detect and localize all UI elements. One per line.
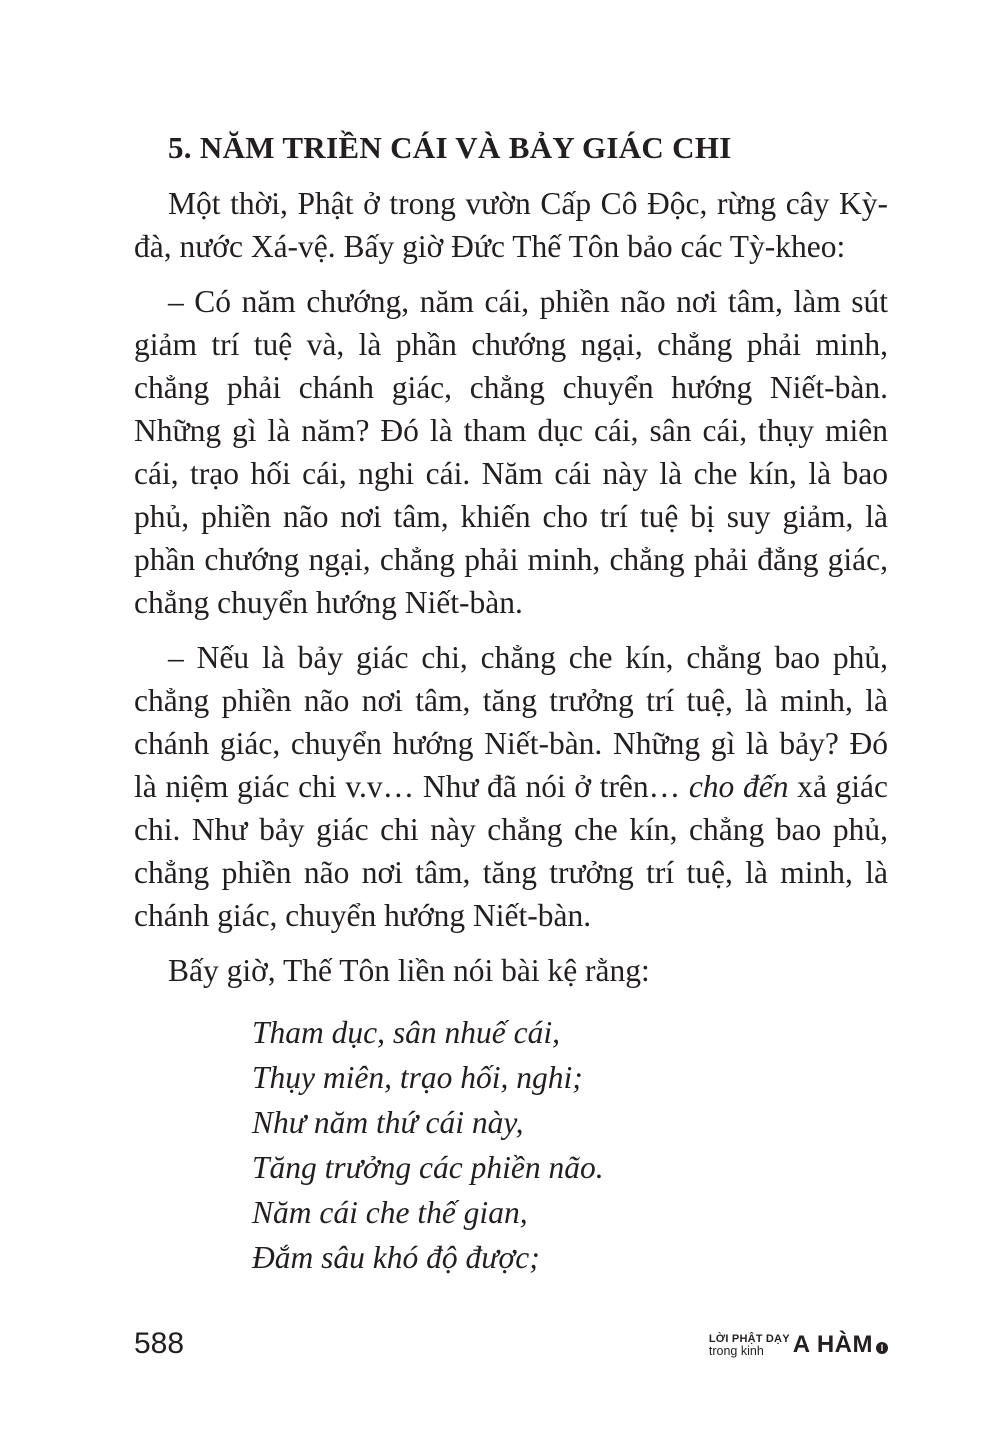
paragraph-seven-factors-part1: – Nếu là bảy giác chi, chẳng che kín, chẳng bao phủ, chẳng phiền não nơi tâm, tăng trưởng trí tuệ, là minh, là chánh giác, chuyển hướng Niết-bàn. Những gì là bảy? Đó là niệm giác chi v.v… Như đã nói ở trên…	[134, 640, 888, 804]
page-content	[134, 128, 888, 1280]
italic-phrase: cho đến	[688, 769, 789, 804]
verse-block	[252, 1010, 888, 1280]
section-heading: 5. NĂM TRIỀN CÁI VÀ BẢY GIÁC CHI	[168, 130, 732, 165]
paragraph-seven-factors	[134, 636, 888, 937]
paragraph-seven-factors-part2: xả giác chi. Như bảy giác chi này chẳng che kín, chẳng bao phủ, chẳng phiền não nơi tâm, tăng trưởng trí tuệ, là minh, là chánh giác, chuyển hướng Niết-bàn.	[134, 769, 888, 933]
verse-line: Thụy miên, trạo hối, nghi;	[252, 1060, 583, 1095]
verse-line: Đắm sâu khó độ được;	[252, 1240, 540, 1275]
book-logo	[709, 1332, 888, 1358]
paragraph-verse-intro: Bấy giờ, Thế Tôn liền nói bài kệ rằng:	[168, 953, 650, 988]
verse-line: Năm cái che thế gian,	[252, 1195, 528, 1230]
volume-badge: I	[876, 1342, 888, 1354]
verse-line: Tham dục, sân nhuế cái,	[252, 1015, 560, 1050]
logo-bottom-text: trong kinh	[708, 1344, 764, 1358]
logo-top-text: LỜI PHẬT DẠY	[708, 1333, 790, 1345]
page-number: 588	[134, 1327, 185, 1360]
paragraph-intro: Một thời, Phật ở trong vườn Cấp Cô Độc, rừng cây Kỳ-đà, nước Xá-vệ. Bấy giờ Đức Thế Tôn bảo các Tỳ-kheo:	[134, 186, 888, 264]
verse-line: Như năm thứ cái này,	[252, 1105, 524, 1140]
paragraph-five-hindrances: – Có năm chướng, năm cái, phiền não nơi tâm, làm sút giảm trí tuệ và, là phần chướng ngại, chẳng phải minh, chẳng phải chánh giác, chẳng chuyển hướng Niết-bàn. Những gì là năm? Đó là tham dục cái, sân cái, thụy miên cái, trạo hối cái, nghi cái. Năm cái này là che kín, là bao phủ, phiền não nơi tâm, khiến cho trí tuệ bị suy giảm, là phần chướng ngại, chẳng phải minh, chẳng phải đẳng giác, chẳng chuyển hướng Niết-bàn.	[134, 284, 888, 620]
logo-small-text	[709, 1333, 790, 1357]
logo-title: A HÀM	[792, 1331, 873, 1358]
verse-line: Tăng trưởng các phiền não.	[252, 1150, 604, 1185]
